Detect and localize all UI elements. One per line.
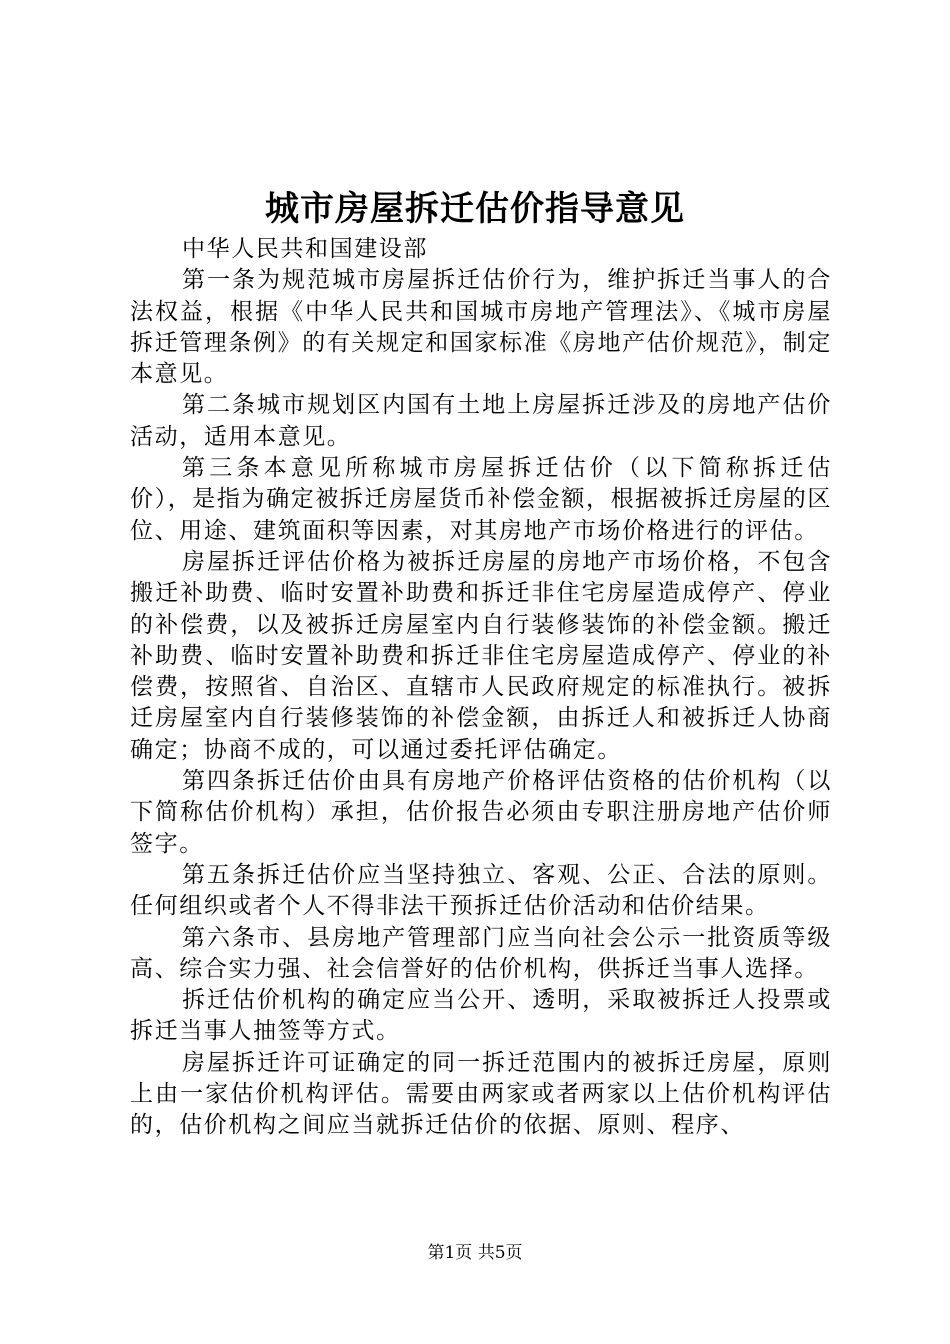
document-body [130, 234, 832, 1142]
paragraph-agency-selection: 拆迁估价机构的确定应当公开、透明，采取被拆迁人投票或拆迁当事人抽签等方式。 [130, 987, 832, 1045]
paragraph-article-4: 第四条拆迁估价由具有房地产价格评估资格的估价机构（以下简称估价机构）承担，估价报告必须由专职注册房地产估价师签字。 [130, 768, 832, 857]
paragraph-valuation-scope: 房屋拆迁评估价格为被拆迁房屋的房地产市场价格，不包含搬迁补助费、临时安置补助费和拆迁非住宅房屋造成停产、停业的补偿费，以及被拆迁房屋室内自行装修装饰的补偿金额。搬迁补助费、临时安置补助费和拆迁非住宅房屋造成停产、停业的补偿费，按照省、自治区、直辖市人民政府规定的标准执行。被拆迁房屋室内自行装修装饰的补偿金额，由拆迁人和被拆迁人协商确定；协商不成的，可以通过委托评估确定。 [130, 548, 832, 763]
paragraph-article-6: 第六条市、县房地产管理部门应当向社会公示一批资质等级高、综合实力强、社会信誉好的估价机构，供拆迁当事人选择。 [130, 924, 832, 982]
paragraph-same-scope: 房屋拆迁许可证确定的同一拆迁范围内的被拆迁房屋，原则上由一家估价机构评估。需要由两家或者两家以上估价机构评估的，估价机构之间应当就拆迁估价的依据、原则、程序、 [130, 1049, 832, 1139]
issuer-line: 中华人民共和国建设部 [182, 236, 428, 262]
document-title: 城市房屋拆迁估价指导意见 [265, 189, 685, 229]
paragraph-article-2: 第二条城市规划区内国有土地上房屋拆迁涉及的房地产估价活动，适用本意见。 [130, 392, 832, 450]
paragraph-article-3: 第三条本意见所称城市房屋拆迁估价（以下简称拆迁估价），是指为确定被拆迁房屋货币补偿金额，根据被拆迁房屋的区位、用途、建筑面积等因素，对其房地产市场价格进行的评估。 [130, 455, 832, 544]
page-footer: 第1页 共5页 [427, 1243, 523, 1263]
paragraph-article-5: 第五条拆迁估价应当坚持独立、客观、公正、合法的原则。任何组织或者个人不得非法干预拆迁估价活动和估价结果。 [130, 861, 832, 920]
paragraph-article-1: 第一条为规范城市房屋拆迁估价行为，维护拆迁当事人的合法权益，根据《中华人民共和国城市房地产管理法》、《城市房屋拆迁管理条例》的有关规定和国家标准《房地产估价规范》，制定本意见。 [130, 267, 832, 388]
